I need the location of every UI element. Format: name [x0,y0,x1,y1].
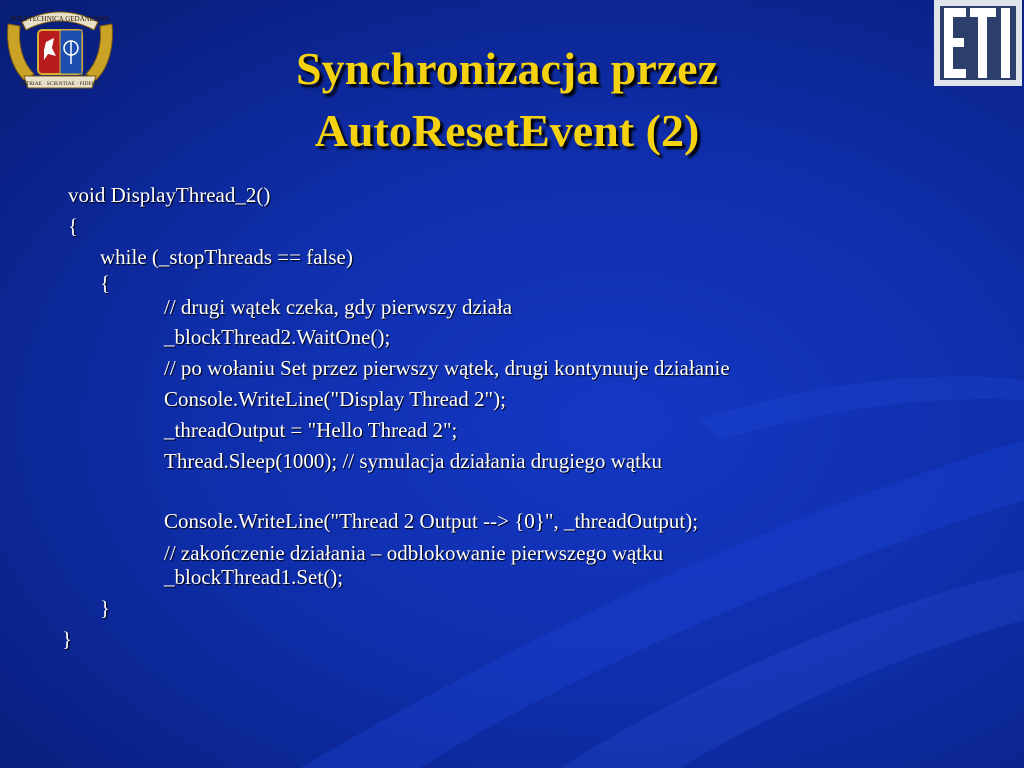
code-line: _threadOutput = "Hello Thread 2"; [164,418,458,442]
code-line: // po wołaniu Set przez pierwszy wątek, drugi kontynuuje działanie [164,356,730,380]
code-line: } [62,627,73,651]
title-line-1: Synchronizacja przez [295,43,719,94]
code-line: Console.WriteLine("Thread 2 Output --> {0}", _threadOutput); [164,509,699,533]
svg-text:PATRIAE · SCIENTIAE · FIDELIS: PATRIAE · SCIENTIAE · FIDELIS [19,81,101,87]
title-line-2: AutoResetEvent (2) [314,105,700,156]
code-line: while (_stopThreads == false) [100,245,353,269]
code-line: // zakończenie działania – odblokowanie pierwszego wątku [164,541,664,565]
code-line: void DisplayThread_2() [68,183,271,207]
code-line: Console.WriteLine("Display Thread 2"); [164,387,506,411]
code-line: } [100,596,111,620]
code-line: { [68,214,79,238]
code-line: _blockThread1.Set(); [164,565,344,589]
code-line: // drugi wątek czeka, gdy pierwszy działa [164,295,513,319]
code-line: Thread.Sleep(1000); // symulacja działania drugiego wątku [164,449,663,473]
code-line: { [100,271,111,295]
code-line: _blockThread2.WaitOne(); [164,325,391,349]
svg-text:POLYTECHNICA GEDANENSIS: POLYTECHNICA GEDANENSIS [10,15,110,23]
